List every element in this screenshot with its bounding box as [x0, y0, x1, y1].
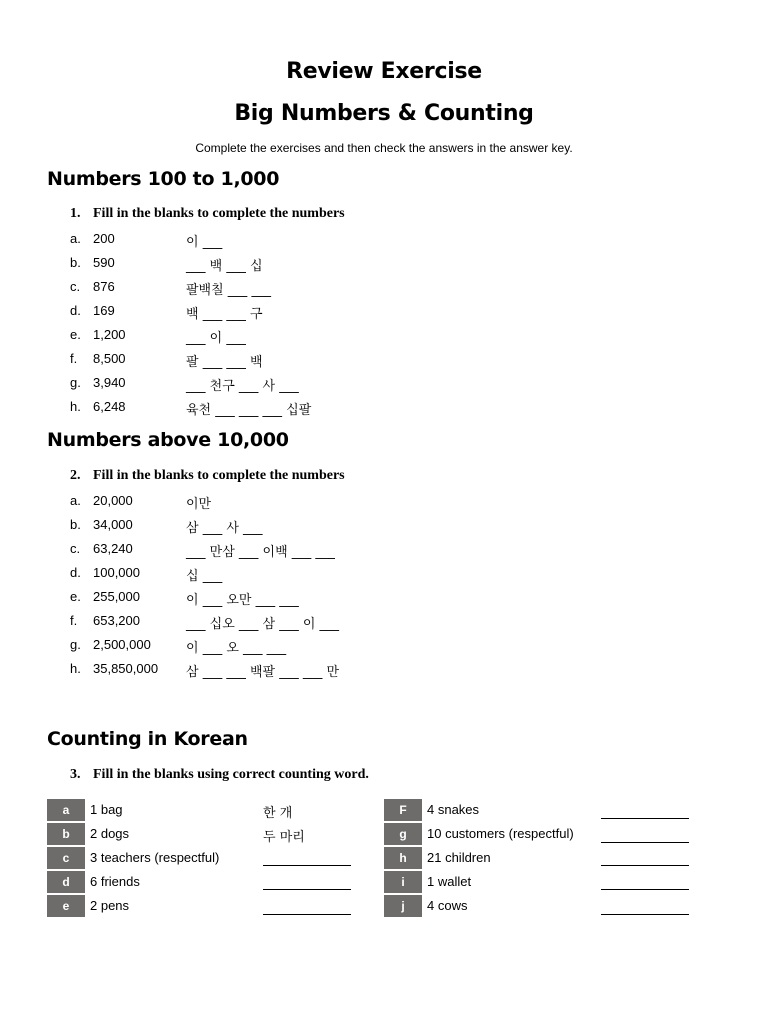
instruction-2 — [70, 468, 345, 484]
answer-blank-line[interactable] — [263, 914, 351, 915]
answer-blank-line[interactable] — [601, 889, 689, 890]
exercise-number: 1,200 — [93, 327, 126, 342]
item-letter-badge: h — [384, 847, 422, 869]
exercise-letter: a. — [70, 231, 81, 246]
item-description: 4 cows — [427, 898, 468, 913]
exercise-letter: f. — [70, 613, 78, 628]
item-description: 1 bag — [90, 802, 123, 817]
section-heading-numbers-above-10000: Numbers above 10,000 — [47, 429, 289, 451]
exercise-number: 100,000 — [93, 565, 140, 580]
exercise-number: 20,000 — [93, 493, 133, 508]
exercise-letter: g. — [70, 637, 81, 652]
exercise-letter: h. — [70, 661, 81, 676]
item-description: 10 customers (respectful) — [427, 826, 574, 841]
item-description: 6 friends — [90, 874, 140, 889]
instruction-text: Fill in the blanks to complete the numbers — [93, 206, 345, 221]
exercise-number: 2,500,000 — [93, 637, 151, 652]
exercise-number: 590 — [93, 255, 115, 270]
exercise-korean: 이 ___ 오 ___ ___ — [186, 641, 287, 656]
item-letter-badge: a — [47, 799, 85, 821]
exercise-korean: 팔 ___ ___ 백 — [186, 355, 263, 370]
item-letter-badge: i — [384, 871, 422, 893]
exercise-korean: 삼 ___ 사 ___ — [186, 521, 263, 536]
answer-blank-line[interactable] — [601, 914, 689, 915]
exercise-number: 169 — [93, 303, 115, 318]
exercise-number: 876 — [93, 279, 115, 294]
instruction-3 — [70, 767, 369, 783]
item-letter-badge: e — [47, 895, 85, 917]
item-description: 2 pens — [90, 898, 130, 913]
item-description: 1 wallet — [427, 874, 472, 889]
exercise-number: 6,248 — [93, 399, 126, 414]
item-letter-badge: b — [47, 823, 85, 845]
exercise-letter: d. — [70, 565, 81, 580]
subtitle-instructions: Complete the exercises and then check the answers in the answer key. — [195, 141, 573, 155]
exercise-number: 255,000 — [93, 589, 140, 604]
exercise-korean: 육천 ___ ___ ___ 십팔 — [186, 403, 312, 418]
section-heading-numbers-100-1000: Numbers 100 to 1,000 — [47, 168, 280, 190]
exercise-letter: g. — [70, 375, 81, 390]
section-heading-counting-in-korean: Counting in Korean — [47, 728, 248, 750]
exercise-number: 653,200 — [93, 613, 140, 628]
item-letter-badge: j — [384, 895, 422, 917]
exercise-korean: ___ 십오 ___ 삼 ___ 이 ___ — [186, 617, 340, 632]
exercise-korean: ___ 천구 ___ 사 ___ — [186, 379, 299, 394]
item-letter-badge: g — [384, 823, 422, 845]
instruction-number: 3. — [70, 767, 81, 782]
exercise-korean: ___ 만삼 ___ 이백 ___ ___ — [186, 545, 335, 560]
answer-blank-line[interactable] — [601, 842, 689, 843]
item-letter-badge: c — [47, 847, 85, 869]
exercise-number: 200 — [93, 231, 115, 246]
item-description: 3 teachers (respectful) — [90, 850, 220, 865]
exercise-number: 34,000 — [93, 517, 133, 532]
answer-blank-line[interactable] — [601, 865, 689, 866]
exercise-korean: 백 ___ ___ 구 — [186, 307, 263, 322]
exercise-korean: 이만 — [186, 497, 212, 512]
exercise-letter: h. — [70, 399, 81, 414]
instruction-number: 1. — [70, 206, 81, 221]
exercise-letter: f. — [70, 351, 78, 366]
exercise-korean: ___ 백 ___ 십 — [186, 259, 263, 274]
exercise-number: 63,240 — [93, 541, 133, 556]
exercise-number: 35,850,000 — [93, 661, 159, 676]
answer-blank-line[interactable] — [263, 889, 351, 890]
exercise-letter: a. — [70, 493, 81, 508]
exercise-korean: 이 ___ — [186, 235, 223, 250]
exercise-letter: c. — [70, 541, 81, 556]
answer-blank-line[interactable] — [601, 818, 689, 819]
item-answer: 두 마리 — [263, 830, 305, 845]
exercise-korean: 삼 ___ ___ 백팔 ___ ___ 만 — [186, 665, 340, 680]
instruction-text: Fill in the blanks using correct counting word. — [93, 767, 369, 782]
instruction-text: Fill in the blanks to complete the numbers — [93, 468, 345, 483]
exercise-letter: b. — [70, 255, 81, 270]
item-description: 4 snakes — [427, 802, 480, 817]
exercise-number: 8,500 — [93, 351, 126, 366]
title-review-exercise: Review Exercise — [286, 59, 482, 84]
exercise-letter: e. — [70, 327, 81, 342]
item-letter-badge: F — [384, 799, 422, 821]
item-letter-badge: d — [47, 871, 85, 893]
exercise-letter: b. — [70, 517, 81, 532]
answer-blank-line[interactable] — [263, 865, 351, 866]
exercise-letter: e. — [70, 589, 81, 604]
exercise-letter: d. — [70, 303, 81, 318]
exercise-letter: c. — [70, 279, 81, 294]
exercise-korean: ___ 이 ___ — [186, 331, 246, 346]
item-description: 21 children — [427, 850, 491, 865]
item-answer: 한 개 — [263, 806, 293, 821]
exercise-korean: 십 ___ — [186, 569, 223, 584]
exercise-korean: 이 ___ 오만 ___ ___ — [186, 593, 299, 608]
instruction-number: 2. — [70, 468, 81, 483]
instruction-1 — [70, 206, 345, 222]
item-description: 2 dogs — [90, 826, 130, 841]
exercise-number: 3,940 — [93, 375, 126, 390]
title-big-numbers: Big Numbers & Counting — [234, 101, 534, 126]
exercise-korean: 팔백칠 ___ ___ — [186, 283, 271, 298]
